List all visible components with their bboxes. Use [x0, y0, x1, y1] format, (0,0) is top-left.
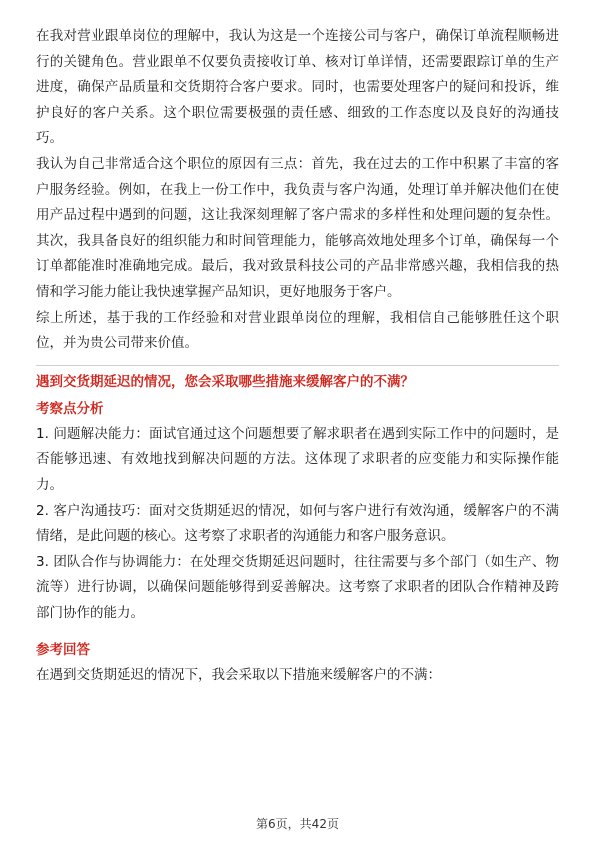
question-heading: 遇到交货期延迟的情况，您会采取哪些措施来缓解客户的不满？: [36, 373, 414, 390]
analysis-point: 3. 团队合作与协调能力：在处理交货期延迟问题时，往往需要与多个部门（如生产、物流等）进行协调，以确保问题能够得到妥善解决。这考察了求职者的团队合作精神及跨部门协作的能力。: [36, 553, 559, 621]
intro-paragraph: 我认为自己非常适合这个职位的原因有三点：首先，我在过去的工作中积累了丰富的客户服务经验。例如，在我上一份工作中，我负责与客户沟通，处理订单并解决他们在使用产品过程中遇到的问题，这让我深刻理解了客户需求的多样性和处理问题的复杂性。其次，我具备良好的组织能力和时间管理能力，能够高效地处理多个订单，确保每一个订单都能准时准确地完成。最后，我对致景科技公司的产品非常感兴趣，我相信我的热情和学习能力能让我快速掌握产品知识，更好地服务于客户。: [36, 155, 559, 300]
analysis-point: 1. 问题解决能力：面试官通过这个问题想要了解求职者在遇到实际工作中的问题时，是否能够迅速、有效地找到解决问题的方法。这体现了求职者的应变能力和实际操作能力。: [36, 425, 559, 493]
intro-paragraph: 在我对营业跟单岗位的理解中，我认为这是一个连接公司与客户，确保订单流程顺畅进行的关键角色。营业跟单不仅要负责接收订单、核对订单详情，还需要跟踪订单的生产进度，确保产品质量和交货期符合客户要求。同时，也需要处理客户的疑问和投诉，维护良好的客户关系。这个职位需要极强的责任感、细致的工作态度以及良好的沟通技巧。: [36, 28, 559, 147]
section-divider: [36, 365, 559, 366]
page-content: [36, 24, 559, 689]
page-number: 第6页，共42页: [256, 817, 339, 831]
intro-paragraph: 综上所述，基于我的工作经验和对营业跟单岗位的理解，我相信自己能够胜任这个职位，并为贵公司带来价值。: [36, 309, 559, 352]
answer-heading: 参考回答: [36, 642, 90, 659]
analysis-heading: 考察点分析: [36, 400, 104, 417]
analysis-point: 2. 客户沟通技巧：面对交货期延迟的情况，如何与客户进行有效沟通，缓解客户的不满情绪，是此问题的核心。这考察了求职者的沟通能力和客户服务意识。: [36, 502, 559, 545]
answer-intro: 在遇到交货期延迟的情况下，我会采取以下措施来缓解客户的不满：: [36, 667, 441, 684]
